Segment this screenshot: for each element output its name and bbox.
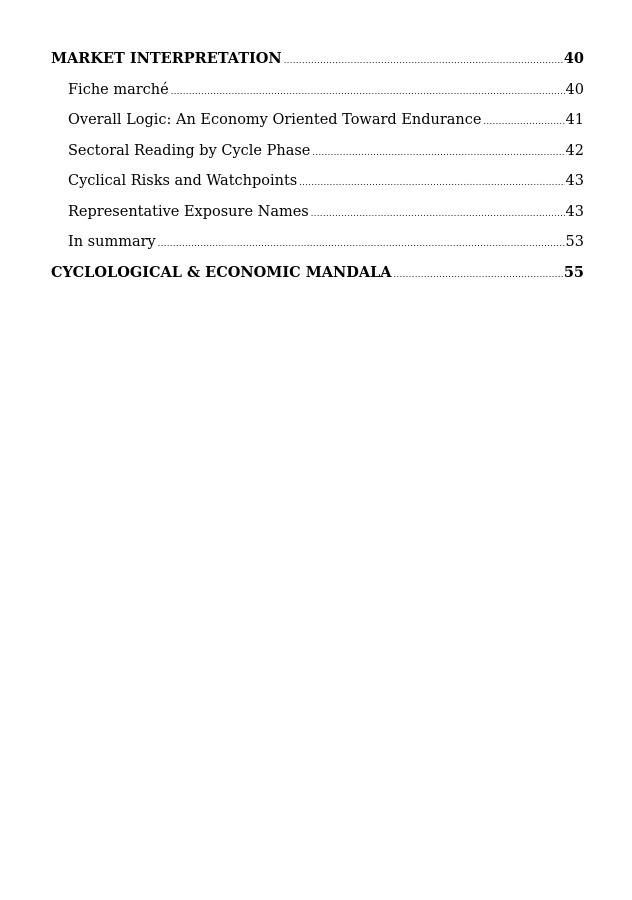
toc-entry-title: Fiche marché [68, 81, 169, 98]
toc-entry-representative-exposure[interactable] [51, 201, 584, 232]
toc-page-number: 42 [565, 142, 584, 159]
toc-entry-sectoral-reading[interactable] [51, 140, 584, 171]
toc-page-number: 40 [563, 50, 584, 67]
toc-page-number: 43 [565, 203, 584, 220]
toc-dot-leader [483, 118, 564, 126]
toc-dot-leader [394, 271, 563, 279]
toc-dot-leader [311, 210, 565, 218]
toc-entry-in-summary[interactable] [51, 231, 584, 262]
toc-entry-title: Sectoral Reading by Cycle Phase [68, 142, 311, 159]
toc-entry-title: Representative Exposure Names [68, 203, 309, 220]
toc-entry-fiche-marche[interactable] [51, 79, 584, 110]
toc-dot-leader [312, 149, 564, 157]
toc-page-number: 40 [565, 81, 584, 98]
toc-entry-title: Cyclical Risks and Watchpoints [68, 173, 298, 189]
toc-entry-cyclological-mandala[interactable] [51, 262, 584, 293]
toc-dot-leader [299, 179, 564, 187]
toc-page-number: 53 [565, 234, 584, 250]
toc-page-number: 55 [563, 263, 584, 281]
toc-dot-leader [171, 88, 565, 96]
toc-page-number: 43 [565, 173, 584, 189]
toc-entry-title: CYCLOLOGICAL & ECONOMIC MANDALA [51, 263, 392, 281]
toc-page-number: 41 [565, 112, 584, 128]
toc-entry-market-interpretation[interactable] [51, 48, 584, 79]
toc-entry-title: Overall Logic: An Economy Oriented Toward Endurance [68, 112, 482, 128]
table-of-contents [51, 48, 584, 292]
toc-entry-title: MARKET INTERPRETATION [51, 50, 282, 67]
toc-dot-leader [284, 57, 563, 65]
toc-dot-leader [158, 240, 565, 248]
toc-entry-cyclical-risks[interactable] [51, 170, 584, 201]
toc-entry-overall-logic[interactable] [51, 109, 584, 140]
toc-entry-title: In summary [68, 234, 156, 250]
